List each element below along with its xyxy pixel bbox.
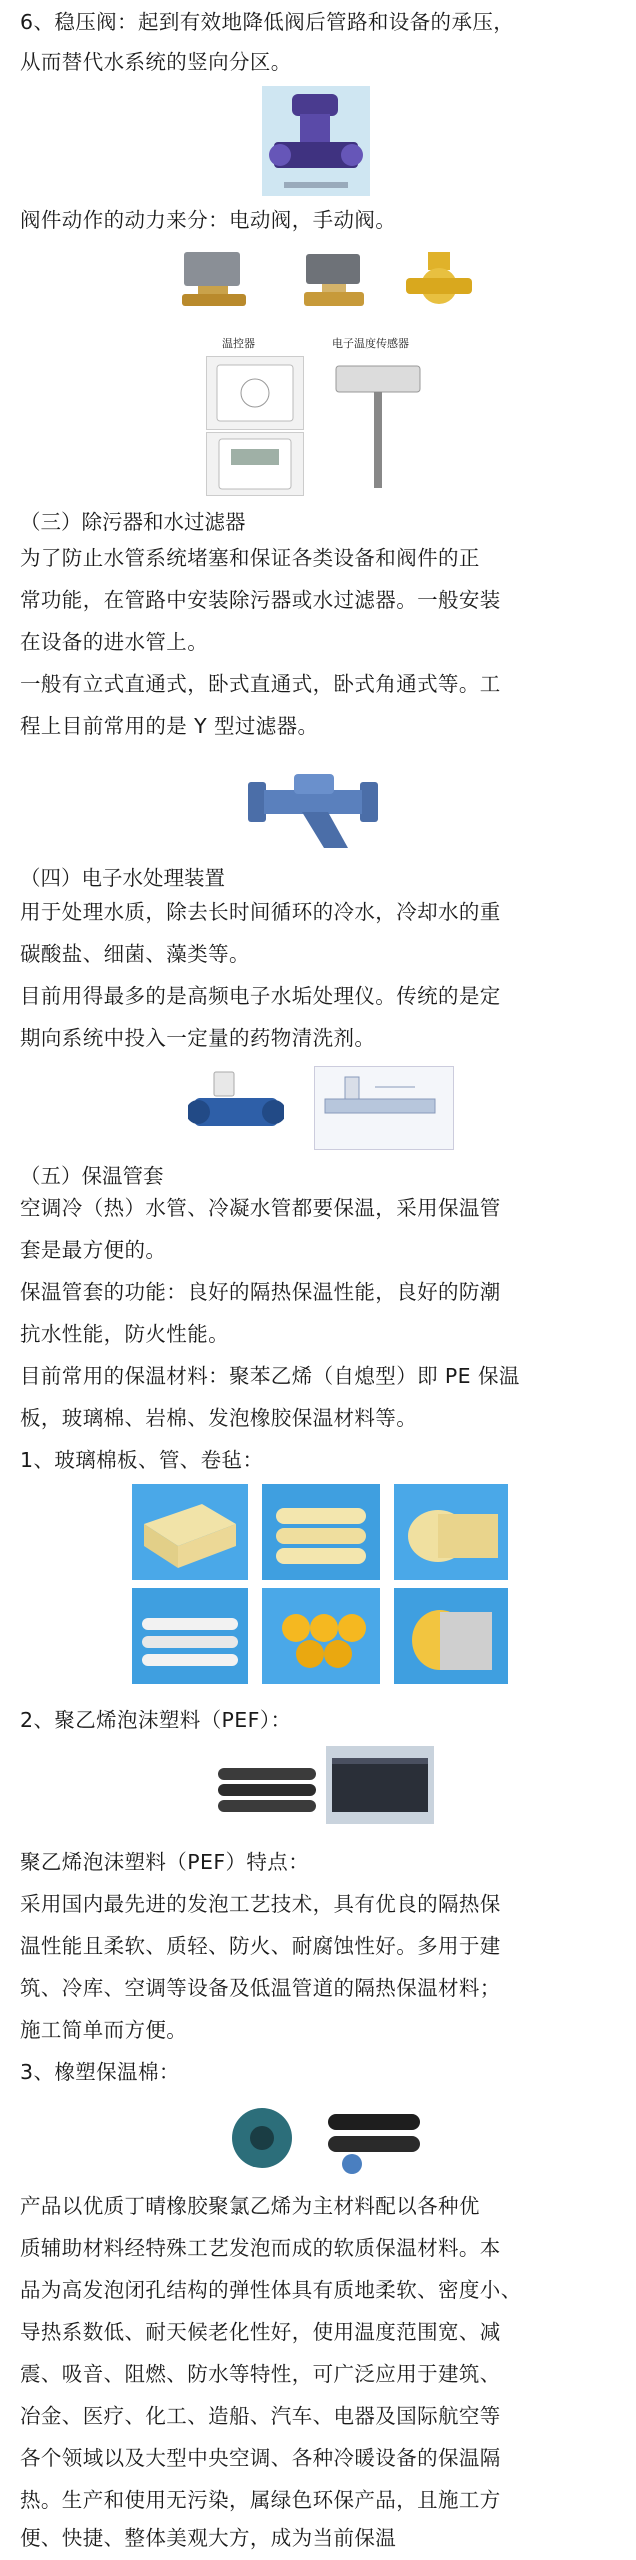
rubber-foam-roll-photo (210, 2094, 318, 2180)
rubber-line-3: 品为高发泡闭孔结构的弹性体具有质地柔软、密度小、 (20, 2278, 522, 2302)
filter-para1-line1: 为了防止水管系统堵塞和保证各类设备和阀件的正 (20, 546, 480, 570)
water-para1-line1: 用于处理水质，除去长时间循环的冷水，冷却水的重 (20, 900, 501, 924)
electronic-descaler-photo (188, 1068, 284, 1146)
y-strainer-photo (244, 760, 382, 856)
filter-para1-line3: 在设备的进水管上。 (20, 630, 209, 654)
rubber-line-9: 便、快捷、整体美观大方，成为当前保温 (20, 2526, 397, 2550)
thermostat-photo-1 (206, 356, 304, 430)
filter-para2-line2: 程上目前常用的是 Y 型过滤器。 (20, 714, 319, 738)
rubber-line-2: 质辅助材料经特殊工艺发泡而成的软质保温材料。本 (20, 2236, 501, 2260)
insulation-title: （五）保温管套 (20, 1164, 164, 1188)
pef-line-2: 温性能且柔软、质轻、防火、耐腐蚀性好。多用于建 (20, 1934, 501, 1958)
water-para2-line2: 期向系统中投入一定量的药物清洗剂。 (20, 1026, 376, 1050)
electric-valve-photo-1 (176, 248, 254, 310)
rubber-line-6: 冶金、医疗、化工、造船、汽车、电器及国际航空等 (20, 2404, 501, 2428)
temperature-sensor-photo (318, 352, 438, 496)
insulation-para1-line1: 空调冷（热）水管、冷凝水管都要保温，采用保温管 (20, 1196, 501, 1220)
pef-line-3: 筑、冷库、空调等设备及低温管道的隔热保温材料； (20, 1976, 501, 2000)
thermostat-photo-2 (206, 432, 304, 496)
descaler-diagram (314, 1066, 454, 1150)
insulation-para3-line2: 板，玻璃棉、岩棉、发泡橡胶保温材料等。 (20, 1406, 418, 1430)
pef-features-title: 聚乙烯泡沫塑料（PEF）特点： (20, 1850, 310, 1874)
filter-para2-line1: 一般有立式直通式，卧式直通式，卧式角通式等。工 (20, 672, 501, 696)
glass-wool-pipe-photo (262, 1484, 380, 1580)
electric-valve-photo-2 (296, 248, 374, 310)
thermostat-caption: 温控器 (222, 337, 255, 350)
pef-line-1: 采用国内最先进的发泡工艺技术，具有优良的隔热保 (20, 1892, 501, 1916)
brass-valve-photo (404, 248, 474, 310)
filter-para1-line2: 常功能，在管路中安装除污器或水过滤器。一般安装 (20, 588, 501, 612)
glass-wool-felt-photo (394, 1484, 508, 1580)
filter-title: （三）除污器和水过滤器 (20, 510, 246, 534)
rubber-foam-tube-photo (322, 2094, 426, 2180)
water-para1-line2: 碳酸盐、细菌、藻类等。 (20, 942, 250, 966)
rubber-item: 3、橡塑保温棉： (20, 2060, 180, 2084)
rubber-line-1: 产品以优质丁晴橡胶聚氯乙烯为主材料配以各种优 (20, 2194, 480, 2218)
rubber-line-7: 各个领域以及大型中央空调、各种冷暖设备的保温隔 (20, 2446, 501, 2470)
pef-tube-photo (214, 1746, 320, 1824)
insulation-para2-line1: 保温管套的功能：良好的隔热保温性能，良好的防潮 (20, 1280, 501, 1304)
glass-wool-tube-photo (132, 1588, 248, 1684)
insulation-para1-line2: 套是最方便的。 (20, 1238, 167, 1262)
valve-power-text: 阀件动作的动力来分：电动阀，手动阀。 (20, 208, 397, 232)
pef-line-4: 施工简单而方便。 (20, 2018, 188, 2042)
pef-sheet-photo (326, 1746, 434, 1824)
rubber-line-4: 导热系数低、耐天候老化性好，使用温度范围宽、减 (20, 2320, 501, 2344)
valve-line-2: 从而替代水系统的竖向分区。 (20, 50, 292, 74)
insulation-para3-line1: 目前常用的保温材料：聚苯乙烯（自熄型）即 PE 保温 (20, 1364, 520, 1388)
pressure-valve-photo (262, 86, 370, 196)
insulation-para2-line2: 抗水性能，防火性能。 (20, 1322, 229, 1346)
glass-wool-board-photo (132, 1484, 248, 1580)
temperature-sensor-caption: 电子温度传感器 (332, 337, 409, 350)
valve-line-1: 6、稳压阀：起到有效地降低阀后管路和设备的承压， (20, 10, 515, 34)
glass-wool-roll-photo (394, 1588, 508, 1684)
water-para2-line1: 目前用得最多的是高频电子水垢处理仪。传统的是定 (20, 984, 501, 1008)
glass-wool-pipe-stack-photo (262, 1588, 380, 1684)
glass-wool-item: 1、玻璃棉板、管、卷毡： (20, 1448, 264, 1472)
rubber-line-5: 震、吸音、阻燃、防水等特性，可广泛应用于建筑、 (20, 2362, 501, 2386)
rubber-line-8: 热。生产和使用无污染，属绿色环保产品，且施工方 (20, 2488, 501, 2512)
pef-item: 2、聚乙烯泡沫塑料（PEF）： (20, 1708, 292, 1732)
water-title: （四）电子水处理装置 (20, 866, 225, 890)
